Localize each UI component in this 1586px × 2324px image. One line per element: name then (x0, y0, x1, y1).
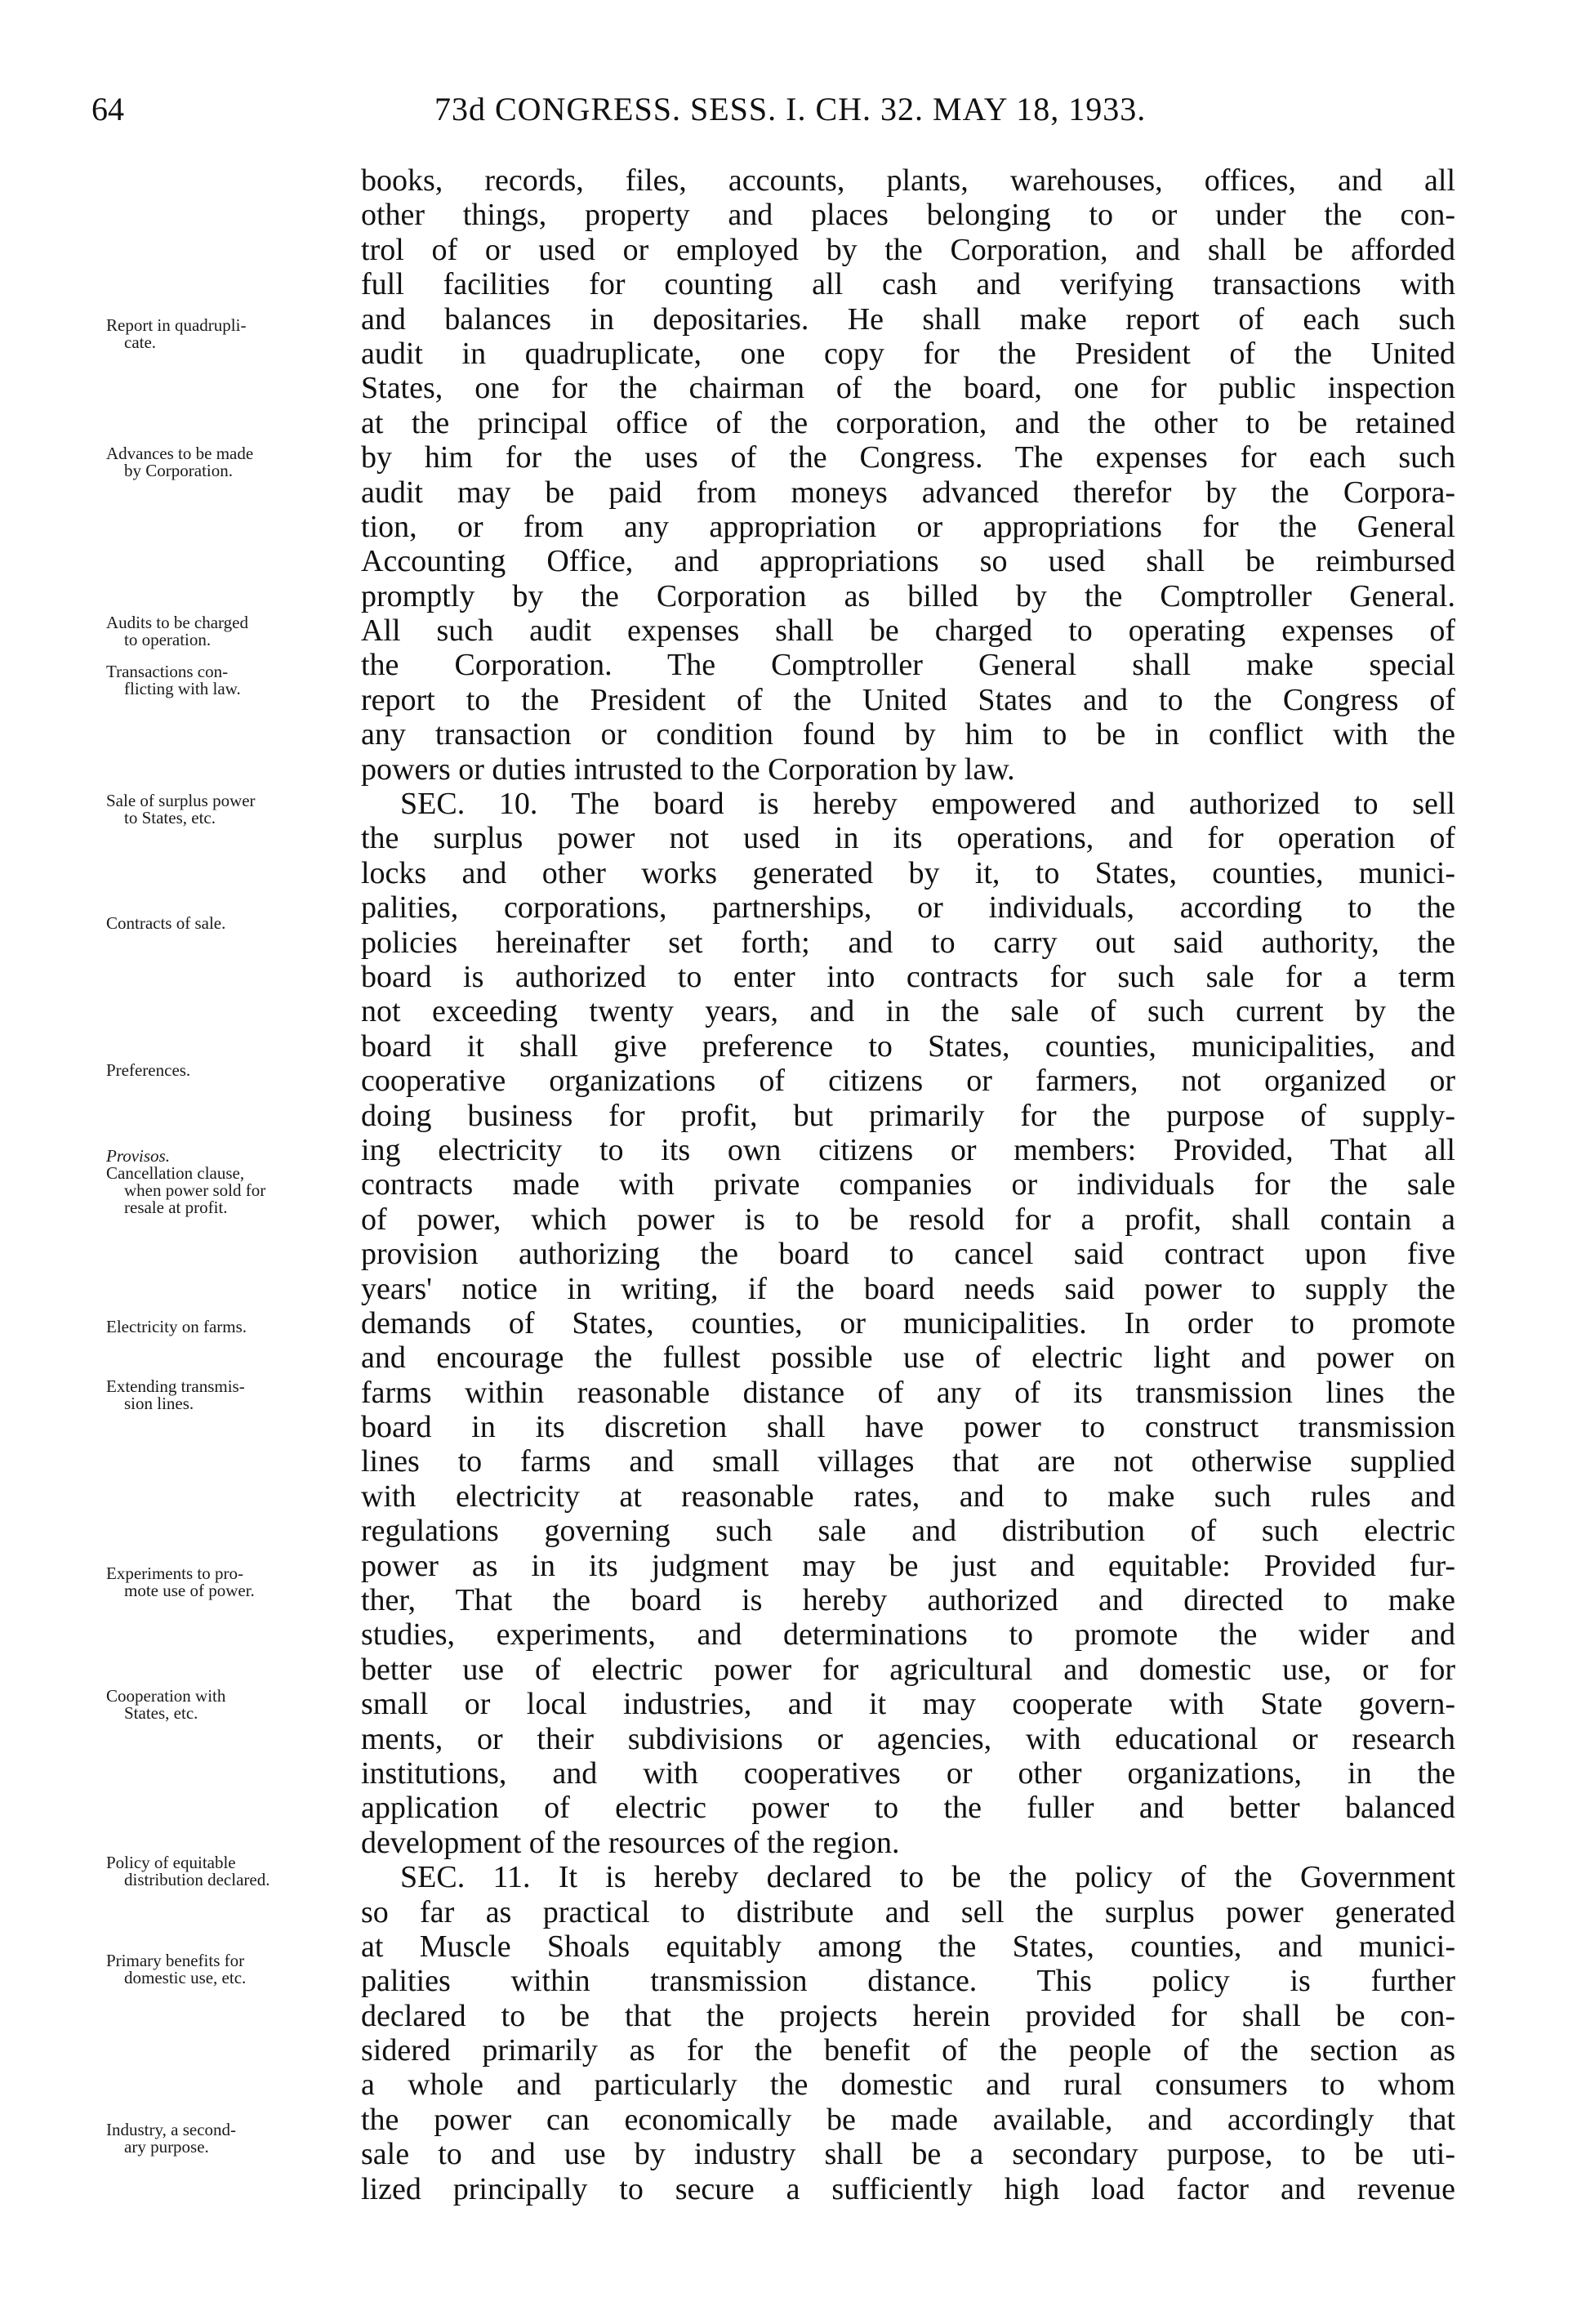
text-line: contracts made with private companies or individuals for the sale (361, 1167, 1455, 1202)
text-line: promptly by the Corporation as billed by the Comptroller General. (361, 578, 1455, 613)
text-line: at the principal office of the corporation, and the other to be retained (361, 405, 1455, 440)
margin-note-line: distribution declared. (124, 1870, 270, 1889)
text-line: declared to be that the projects herein provided for shall be con- (361, 1998, 1455, 2033)
text-line: lized principally to secure a sufficiently high load factor and revenue (361, 2171, 1455, 2206)
text-line: policies hereinafter set forth; and to carry out said authority, the (361, 925, 1455, 960)
text-line: of power, which power is to be resold for a profit, shall contain a (361, 1202, 1455, 1237)
text-line: and balances in depositaries. He shall make report of each such (361, 301, 1455, 337)
margin-note-line: Extending transmis- (106, 1376, 245, 1396)
margin-note-line: when power sold for (124, 1180, 266, 1200)
text-line: power as in its judgment may be just and equitable: Provided fur- (361, 1548, 1455, 1583)
text-line: the Corporation. The Comptroller General shall make special (361, 648, 1455, 683)
margin-note-line: Sale of surplus power (106, 791, 256, 810)
margin-note-line: Report in quadrupli- (106, 315, 247, 335)
text-line: All such audit expenses shall be charged to operating expenses of (361, 613, 1455, 649)
page-header (91, 85, 1447, 134)
text-line: States, one for the chairman of the board, one for public inspection (361, 371, 1455, 406)
text-line: and encourage the fullest possible use of electric light and power on (361, 1340, 1455, 1376)
text-line: palities, corporations, partnerships, or individuals, according to the (361, 890, 1455, 926)
margin-note (106, 1688, 359, 1722)
margin-note (106, 1854, 359, 1889)
margin-note-line: ary purpose. (124, 2137, 209, 2157)
margin-note-line: to States, etc. (124, 808, 216, 827)
text-line: audit may be paid from moneys advanced therefor by the Corpora- (361, 475, 1455, 510)
text-line: any transaction or condition found by him to be in conflict with the (361, 717, 1455, 752)
statute-text (361, 163, 1455, 2206)
margin-note-line: Electricity on farms. (106, 1317, 247, 1336)
text-line: institutions, and with cooperatives or other organizations, in the (361, 1755, 1455, 1791)
text-line: doing business for profit, but primarily for the purpose of supply- (361, 1098, 1455, 1133)
page-number: 64 (91, 91, 124, 127)
margin-note (106, 792, 359, 827)
text-line: the surplus power not used in its operations, and for operation of (361, 821, 1455, 856)
text-line: board in its discretion shall have power to construct transmission (361, 1410, 1455, 1445)
text-line: the power can economically be made available, and accordingly that (361, 2102, 1455, 2137)
text-line: cooperative organizations of citizens or farmers, not organized or (361, 1064, 1455, 1099)
text-line: regulations governing such sale and distribution of such electric (361, 1514, 1455, 1549)
margin-note (106, 663, 359, 698)
margin-note-line: Audits to be charged (106, 613, 248, 632)
text-line: ments, or their subdivisions or agencies, with educational or research (361, 1721, 1455, 1756)
text-line: with electricity at reasonable rates, and to make such rules and (361, 1479, 1455, 1514)
margin-note-line: resale at profit. (124, 1198, 228, 1217)
margin-note-line: sion lines. (124, 1394, 194, 1413)
text-line: sidered primarily as for the benefit of the people of the section as (361, 2033, 1455, 2068)
margin-note-line: to operation. (124, 630, 212, 649)
text-line: by him for the uses of the Congress. The expenses for each such (361, 440, 1455, 475)
text-line: Accounting Office, and appropriations so used shall be reimbursed (361, 544, 1455, 579)
text-line: other things, property and places belonging to or under the con- (361, 198, 1455, 233)
text-line: audit in quadruplicate, one copy for the President of the United (361, 336, 1455, 371)
margin-note-line: Advances to be made (106, 444, 254, 463)
text-line: SEC. 11. It is hereby declared to be the policy of the Government (400, 1860, 1455, 1895)
margin-note (106, 445, 359, 480)
margin-note-line: Contracts of sale. (106, 913, 226, 933)
text-line: board is authorized to enter into contracts for such sale for a term (361, 959, 1455, 994)
margin-note (106, 915, 359, 932)
margin-note (106, 317, 359, 351)
margin-note-line: Primary benefits for (106, 1951, 245, 1970)
margin-note (106, 1378, 359, 1412)
margin-note-line: Cancellation clause, (106, 1163, 245, 1183)
margin-note (106, 2121, 359, 2156)
text-line: better use of electric power for agricultural and domestic use, or for (361, 1652, 1455, 1687)
margin-note-line: cate. (124, 332, 157, 352)
text-line: locks and other works generated by it, to States, counties, munici- (361, 855, 1455, 890)
text-line: so far as practical to distribute and sell the surplus power generated (361, 1894, 1455, 1929)
text-line: trol of or used or employed by the Corporation, and shall be afforded (361, 232, 1455, 267)
margin-note-line: flicting with law. (124, 679, 241, 698)
running-head: 73d CONGRESS. SESS. I. CH. 32. MAY 18, 1933. (434, 91, 1147, 127)
text-line: years' notice in writing, if the board needs said power to supply the (361, 1271, 1455, 1306)
text-line: palities within transmission distance. This policy is further (361, 1964, 1455, 1999)
margin-note-line: Policy of equitable (106, 1853, 236, 1872)
margin-note (106, 1952, 359, 1987)
text-line: a whole and particularly the domestic and rural consumers to whom (361, 2068, 1455, 2103)
margin-note-line: Transactions con- (106, 662, 229, 681)
text-line: books, records, files, accounts, plants, warehouses, offices, and all (361, 163, 1455, 198)
text-line: SEC. 10. The board is hereby empowered and authorized to sell (400, 787, 1455, 822)
margin-note-line: States, etc. (124, 1703, 198, 1723)
margin-note-line: Provisos. (106, 1146, 170, 1166)
text-line: powers or duties intrusted to the Corporation by law. (361, 752, 1015, 787)
text-line: full facilities for counting all cash and verifying transactions with (361, 267, 1455, 302)
margin-note (106, 1148, 359, 1216)
margin-note-line: Industry, a second- (106, 2120, 237, 2139)
text-line: provision authorizing the board to cancel said contract upon five (361, 1237, 1455, 1272)
text-line: studies, experiments, and determinations to promote the wider and (361, 1617, 1455, 1653)
margin-note-line: Cooperation with (106, 1686, 226, 1706)
margin-note-line: Preferences. (106, 1060, 191, 1080)
text-line: application of electric power to the fuller and better balanced (361, 1791, 1455, 1826)
text-line: ing electricity to its own citizens or members: Provided, That all (361, 1132, 1455, 1167)
text-line: farms within reasonable distance of any of its transmission lines the (361, 1375, 1455, 1410)
margin-note-line: Experiments to pro- (106, 1563, 243, 1583)
text-line: ther, That the board is hereby authorized and directed to make (361, 1583, 1455, 1618)
text-line: small or local industries, and it may cooperate with State govern- (361, 1687, 1455, 1722)
text-line: not exceeding twenty years, and in the sale of such current by the (361, 994, 1455, 1029)
text-line: sale to and use by industry shall be a secondary purpose, to be uti- (361, 2137, 1455, 2172)
text-line: board it shall give preference to States, counties, municipalities, and (361, 1028, 1455, 1064)
text-line: report to the President of the United States and to the Congress of (361, 682, 1455, 717)
margin-note (106, 1565, 359, 1599)
margin-note (106, 1318, 359, 1336)
text-line: tion, or from any appropriation or appropriations for the General (361, 509, 1455, 544)
text-line: development of the resources of the region. (361, 1825, 900, 1860)
margin-note-line: mote use of power. (124, 1581, 255, 1600)
margin-note (106, 614, 359, 649)
text-line: demands of States, counties, or municipalities. In order to promote (361, 1305, 1455, 1340)
margin-note-line: domestic use, etc. (124, 1968, 247, 1987)
text-line: at Muscle Shoals equitably among the States, counties, and munici- (361, 1929, 1455, 1964)
text-line: lines to farms and small villages that are not otherwise supplied (361, 1444, 1455, 1479)
margin-note-line: by Corporation. (124, 461, 233, 480)
margin-note (106, 1062, 359, 1079)
